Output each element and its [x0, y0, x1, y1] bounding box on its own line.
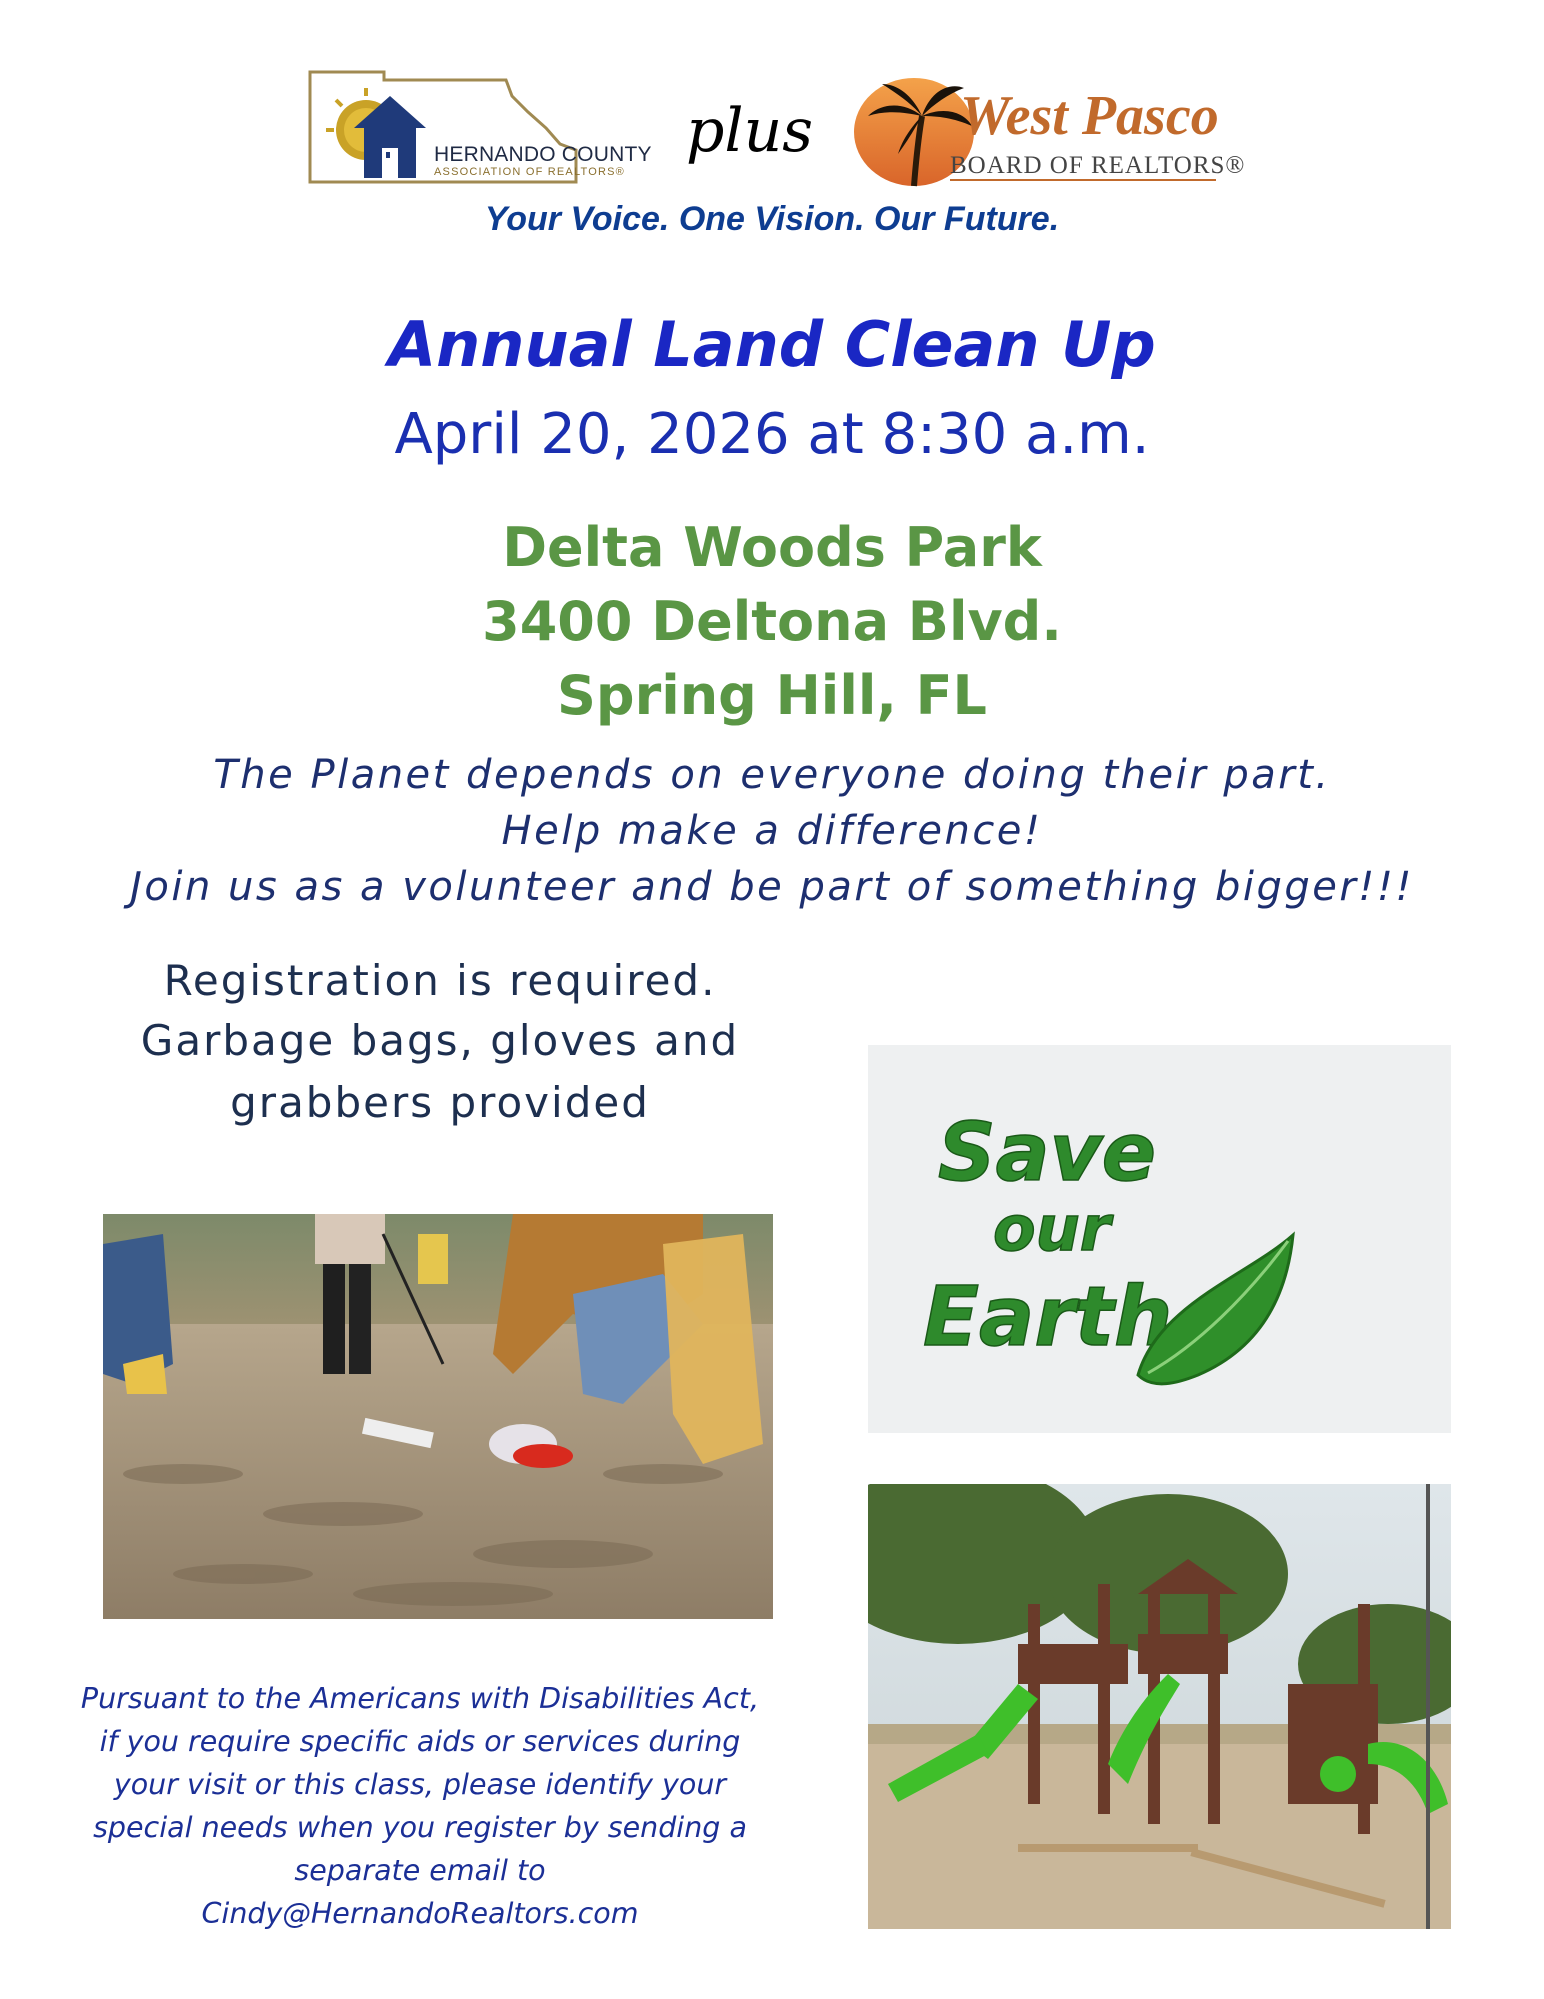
- west-pasco-logo-name: West Pasco: [960, 85, 1219, 147]
- hernando-logo-name: HERNANDO COUNTY: [434, 143, 652, 166]
- venue-name: Delta Woods Park: [502, 516, 1042, 579]
- our-word: our: [993, 1192, 1111, 1265]
- contact-email-link[interactable]: Cindy@HernandoRealtors.com: [201, 1897, 639, 1930]
- event-date: April 20, 2026 at 8:30 a.m.: [394, 402, 1150, 467]
- park-playground-photo: [868, 1484, 1451, 1929]
- venue-street: 3400 Deltona Blvd.: [482, 590, 1062, 653]
- plus-word: plus: [686, 96, 814, 166]
- tagline: Your Voice. One Vision. Our Future.: [484, 200, 1060, 238]
- registration-line: Registration is required.: [163, 956, 717, 1005]
- ada-notice-line: special needs when you register by sending a: [93, 1811, 747, 1844]
- beach-cleanup-photo: [103, 1214, 773, 1619]
- event-title: Annual Land Clean Up: [388, 308, 1156, 381]
- ada-notice-line: Pursuant to the Americans with Disabilities Act,: [80, 1682, 760, 1715]
- save-our-earth-photo: [868, 1045, 1451, 1433]
- registration-line: Garbage bags, gloves and: [140, 1016, 740, 1065]
- ada-notice-line: your visit or this class, please identify your: [113, 1768, 727, 1801]
- west-pasco-logo-subtitle: BOARD OF REALTORS®: [950, 152, 1246, 179]
- registration-line: grabbers provided: [230, 1078, 650, 1127]
- venue-city: Spring Hill, FL: [557, 664, 987, 727]
- earth-word: Earth: [923, 1270, 1173, 1365]
- slogan-line: Help make a difference!: [501, 808, 1043, 854]
- hernando-logo-subtitle: ASSOCIATION OF REALTORS®: [434, 166, 625, 178]
- save-word: Save: [938, 1106, 1157, 1199]
- slogan-line: The Planet depends on everyone doing their part.: [213, 752, 1331, 798]
- ada-notice-line: if you require specific aids or services during: [99, 1725, 741, 1758]
- slogan-line: Join us as a volunteer and be part of something bigger!!!: [130, 864, 1414, 910]
- ada-notice-line: separate email to: [294, 1854, 546, 1887]
